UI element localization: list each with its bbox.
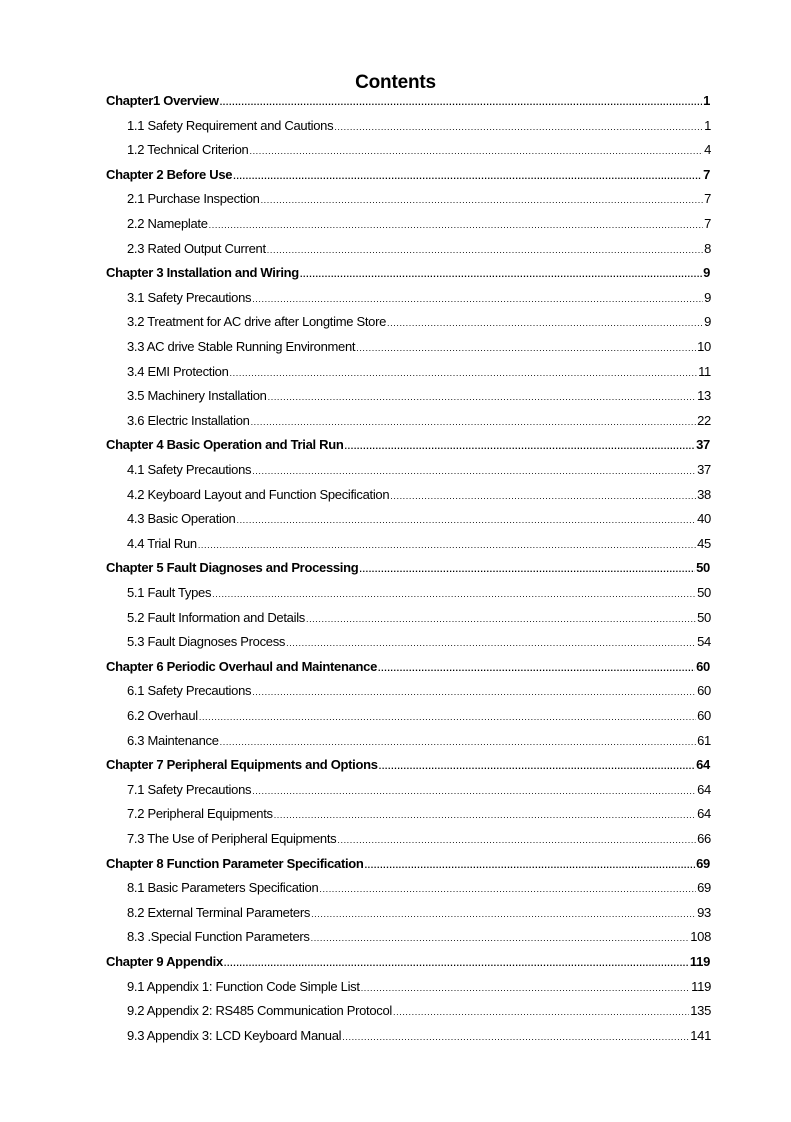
toc-entry-label: 1.1 Safety Requirement and Cautions xyxy=(127,117,334,133)
toc-entry-label: 8.3 .Special Function Parameters xyxy=(127,929,310,945)
toc-entry-label: 3.2 Treatment for AC drive after Longtime Store xyxy=(127,314,387,330)
dot-leader xyxy=(209,220,703,230)
toc-entry-page-number: 60 xyxy=(696,658,710,674)
toc-section-entry xyxy=(127,634,711,654)
toc-entry-label: Chapter 2 Before Use xyxy=(106,166,233,182)
toc-entry-label: Chapter 6 Periodic Overhaul and Maintenance xyxy=(106,658,378,674)
dot-leader xyxy=(251,417,697,427)
toc-entry-page-number: 66 xyxy=(697,831,711,846)
toc-section-entry xyxy=(127,511,711,531)
toc-entry-page-number: 7 xyxy=(703,166,710,182)
toc-entry-label: 6.1 Safety Precautions xyxy=(127,683,252,699)
toc-section-entry xyxy=(127,610,711,630)
toc-entry-page-number: 64 xyxy=(697,806,711,822)
toc-section-entry xyxy=(127,290,711,310)
dot-leader xyxy=(342,1032,689,1042)
toc-entry-page-number: 22 xyxy=(697,412,711,428)
toc-entry-page-number: 69 xyxy=(696,855,710,871)
toc-chapter-entry xyxy=(106,659,710,679)
toc-section-entry xyxy=(127,462,711,482)
toc-entry-label: 2.3 Rated Output Current xyxy=(127,240,266,256)
dot-leader xyxy=(361,983,690,993)
toc-entry-label: 4.3 Basic Operation xyxy=(127,511,236,527)
dot-leader xyxy=(334,122,703,132)
toc-section-entry xyxy=(127,880,711,900)
toc-entry-page-number: 93 xyxy=(697,904,711,920)
toc-entry-page-number: 40 xyxy=(697,511,711,527)
toc-entry-label: 6.3 Maintenance xyxy=(127,732,219,748)
dot-leader xyxy=(345,441,696,451)
toc-entry-page-number: 50 xyxy=(696,560,710,576)
dot-leader xyxy=(359,564,695,574)
toc-section-entry xyxy=(127,314,711,334)
toc-entry-label: Chapter 8 Function Parameter Specification xyxy=(106,855,364,871)
toc-entry-page-number: 141 xyxy=(690,1027,711,1043)
toc-section-entry xyxy=(127,339,711,359)
toc-entry-page-number: 60 xyxy=(697,683,711,699)
toc-chapter-entry xyxy=(106,93,710,113)
toc-section-entry xyxy=(127,536,711,556)
toc-chapter-entry xyxy=(106,167,710,187)
toc-entry-page-number: 135 xyxy=(690,1003,711,1019)
dot-leader xyxy=(252,294,703,304)
toc-section-entry xyxy=(127,733,711,753)
toc-chapter-entry xyxy=(106,757,710,777)
dot-leader xyxy=(393,1007,689,1017)
dot-leader xyxy=(252,786,696,796)
toc-entry-label: 9.1 Appendix 1: Function Code Simple List xyxy=(127,978,360,994)
toc-entry-label: Chapter 4 Basic Operation and Trial Run xyxy=(106,437,344,453)
dot-leader xyxy=(224,958,689,968)
toc-entry-page-number: 45 xyxy=(697,535,711,551)
toc-entry-label: Chapter 3 Installation and Wiring xyxy=(106,265,299,281)
toc-entry-label: 7.1 Safety Precautions xyxy=(127,781,252,797)
toc-section-entry xyxy=(127,1028,711,1048)
dot-leader xyxy=(199,712,696,722)
toc-entry-label: 9.2 Appendix 2: RS485 Communication Protocol xyxy=(127,1003,393,1019)
toc-entry-page-number: 64 xyxy=(696,757,710,773)
toc-entry-label: 7.3 The Use of Peripheral Equipments xyxy=(127,831,337,846)
toc-section-entry xyxy=(127,929,711,949)
dot-leader xyxy=(387,318,703,328)
toc-section-entry xyxy=(127,142,711,162)
toc-entry-label: 7.2 Peripheral Equipments xyxy=(127,806,273,822)
toc-section-entry xyxy=(127,979,711,999)
toc-entry-page-number: 37 xyxy=(697,462,711,477)
toc-entry-label: 5.1 Fault Types xyxy=(127,585,212,600)
toc-entry-page-number: 4 xyxy=(704,142,711,158)
toc-entry-label: 4.1 Safety Precautions xyxy=(127,462,252,477)
dot-leader xyxy=(268,392,697,402)
toc-entry-label: Chapter 9 Appendix xyxy=(106,954,223,969)
dot-leader xyxy=(337,835,696,845)
dot-leader xyxy=(252,466,696,476)
toc-entry-page-number: 1 xyxy=(704,117,711,133)
dot-leader xyxy=(249,146,703,156)
dot-leader xyxy=(252,687,696,697)
toc-section-entry xyxy=(127,413,711,433)
toc-entry-label: 2.1 Purchase Inspection xyxy=(127,191,260,207)
toc-section-entry xyxy=(127,1003,711,1023)
toc-entry-page-number: 64 xyxy=(697,781,711,797)
toc-entry-page-number: 9 xyxy=(703,265,710,281)
toc-entry-page-number: 8 xyxy=(704,240,711,256)
toc-entry-label: 4.4 Trial Run xyxy=(127,535,197,551)
dot-leader xyxy=(379,761,695,771)
dot-leader xyxy=(233,171,702,181)
dot-leader xyxy=(365,860,696,870)
toc-entry-page-number: 13 xyxy=(697,388,711,404)
toc-entry-label: 1.2 Technical Criterion xyxy=(127,142,249,158)
toc-entry-label: Chapter 5 Fault Diagnoses and Processing xyxy=(106,560,359,576)
toc-entry-page-number: 60 xyxy=(697,708,711,723)
toc-entry-label: Chapter1 Overview xyxy=(106,93,219,108)
dot-leader xyxy=(306,614,696,624)
toc-entry-page-number: 108 xyxy=(690,929,711,945)
dot-leader xyxy=(220,737,697,747)
toc-section-entry xyxy=(127,487,711,507)
toc-chapter-entry xyxy=(106,560,710,580)
dot-leader xyxy=(236,515,696,525)
dot-leader xyxy=(356,343,696,353)
toc-chapter-entry xyxy=(106,954,710,974)
dot-leader xyxy=(261,195,703,205)
toc-entry-page-number: 9 xyxy=(704,289,711,305)
toc-entry-label: 5.3 Fault Diagnoses Process xyxy=(127,634,286,650)
toc-chapter-entry xyxy=(106,856,710,876)
toc-entry-page-number: 38 xyxy=(697,486,711,502)
dot-leader xyxy=(230,368,698,378)
toc-entry-label: 9.3 Appendix 3: LCD Keyboard Manual xyxy=(127,1027,342,1043)
toc-entry-label: 8.1 Basic Parameters Specification xyxy=(127,880,319,896)
toc-entry-label: 5.2 Fault Information and Details xyxy=(127,609,305,625)
toc-section-entry xyxy=(127,216,711,236)
toc-entry-label: 3.4 EMI Protection xyxy=(127,363,229,379)
toc-section-entry xyxy=(127,905,711,925)
dot-leader xyxy=(311,909,696,919)
dot-leader xyxy=(220,97,702,107)
dot-leader xyxy=(274,810,696,820)
toc-section-entry xyxy=(127,782,711,802)
toc-chapter-entry xyxy=(106,437,710,457)
toc-entry-page-number: 11 xyxy=(698,363,711,379)
toc-entry-page-number: 50 xyxy=(697,609,711,625)
toc-section-entry xyxy=(127,118,711,138)
toc-section-entry xyxy=(127,241,711,261)
toc-section-entry xyxy=(127,806,711,826)
toc-entry-page-number: 7 xyxy=(704,191,711,207)
toc-section-entry xyxy=(127,585,711,605)
toc-entry-label: 3.3 AC drive Stable Running Environment xyxy=(127,339,356,354)
toc-entry-label: 3.1 Safety Precautions xyxy=(127,289,252,305)
toc-section-entry xyxy=(127,831,711,851)
toc-entry-label: 2.2 Nameplate xyxy=(127,216,208,231)
toc-entry-label: 4.2 Keyboard Layout and Function Specification xyxy=(127,486,390,502)
dot-leader xyxy=(267,245,703,255)
toc-section-entry xyxy=(127,364,711,384)
toc-entry-page-number: 7 xyxy=(704,216,711,231)
toc-section-entry xyxy=(127,683,711,703)
dot-leader xyxy=(378,663,695,673)
toc-entry-page-number: 119 xyxy=(689,954,710,969)
dot-leader xyxy=(198,540,696,550)
page-title: Contents xyxy=(355,72,436,93)
toc-entry-page-number: 1 xyxy=(703,93,710,108)
toc-section-entry xyxy=(127,708,711,728)
toc-entry-label: 3.5 Machinery Installation xyxy=(127,388,267,404)
toc-entry-page-number: 37 xyxy=(696,437,710,453)
toc-entry-page-number: 69 xyxy=(697,880,711,896)
toc-entry-page-number: 54 xyxy=(697,634,711,650)
toc-entry-label: 6.2 Overhaul xyxy=(127,708,198,723)
toc-entry-page-number: 119 xyxy=(691,978,711,994)
toc-entry-label: 8.2 External Terminal Parameters xyxy=(127,904,311,920)
dot-leader xyxy=(212,589,696,599)
toc-entry-page-number: 50 xyxy=(697,585,711,600)
toc-chapter-entry xyxy=(106,265,710,285)
dot-leader xyxy=(286,638,696,648)
toc-entry-page-number: 61 xyxy=(697,732,711,748)
dot-leader xyxy=(311,933,690,943)
toc-entry-page-number: 10 xyxy=(697,339,711,354)
dot-leader xyxy=(300,269,702,279)
toc-section-entry xyxy=(127,388,711,408)
toc-entry-label: Chapter 7 Peripheral Equipments and Options xyxy=(106,757,378,773)
dot-leader xyxy=(319,884,696,894)
toc-entry-label: 3.6 Electric Installation xyxy=(127,412,250,428)
toc-entry-page-number: 9 xyxy=(704,314,711,330)
dot-leader xyxy=(390,491,696,501)
toc-section-entry xyxy=(127,191,711,211)
